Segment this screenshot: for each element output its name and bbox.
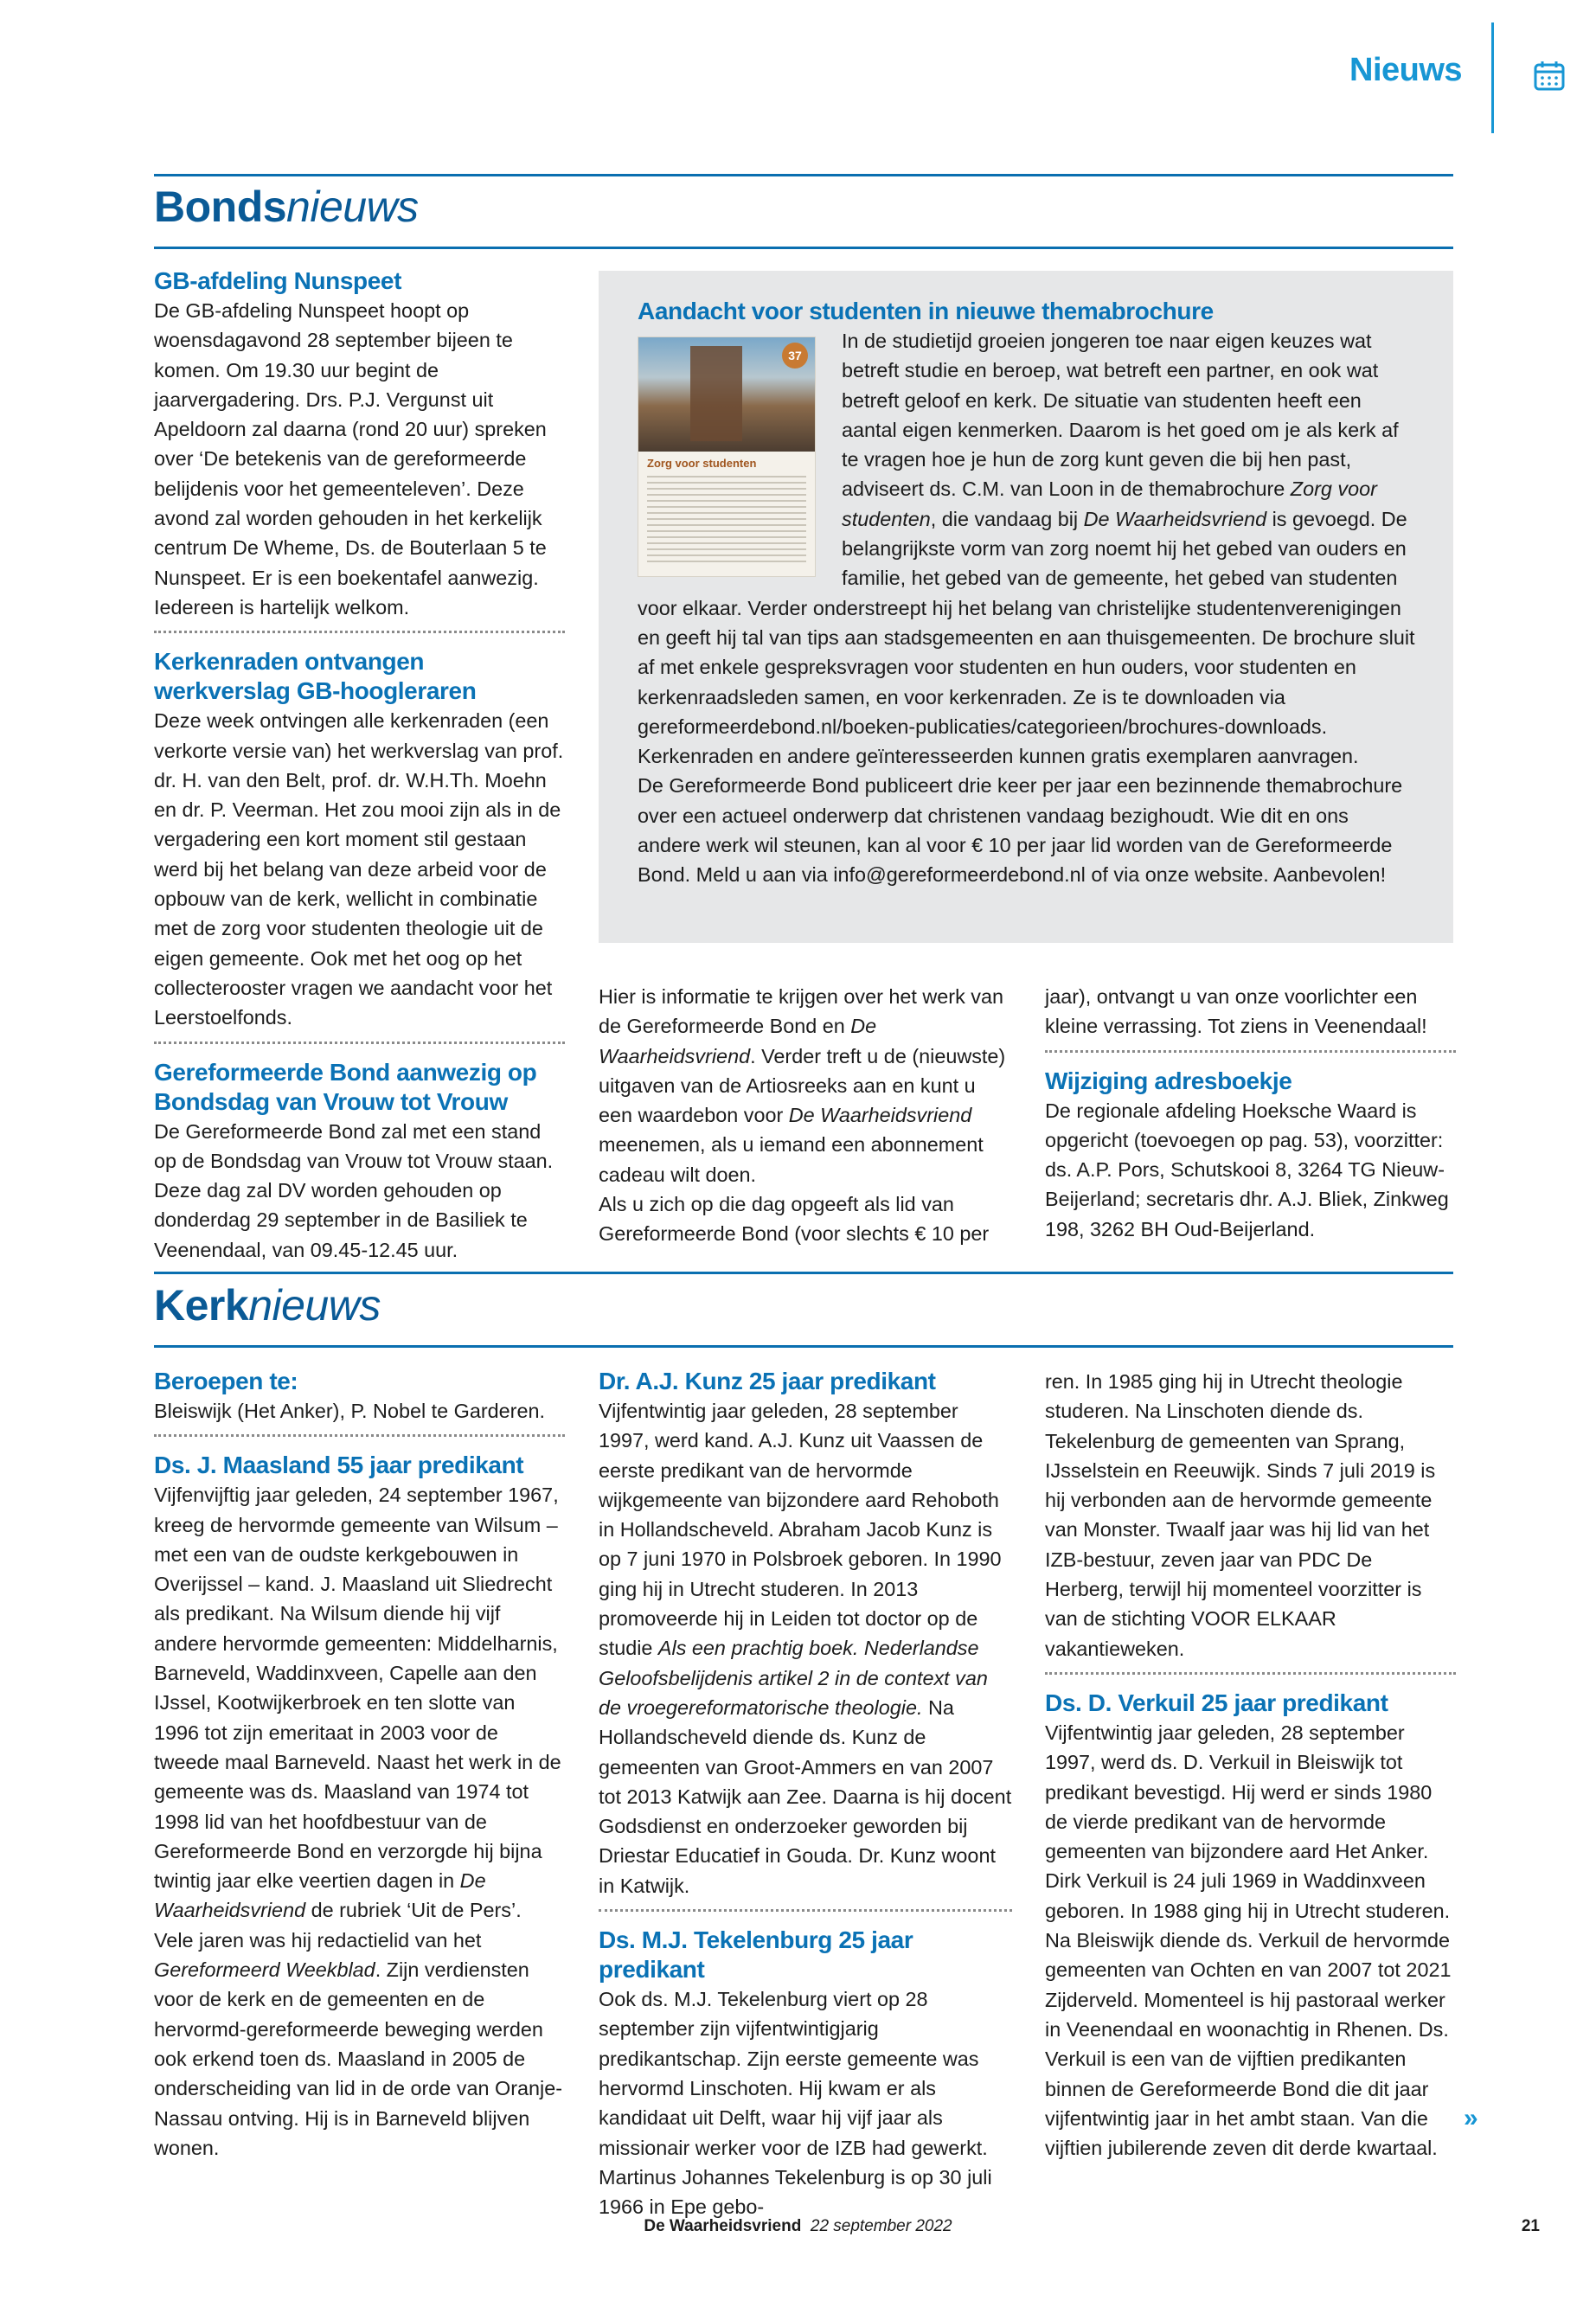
- section-label: Nieuws: [1349, 52, 1463, 88]
- kerknieuws-column-2: [599, 1367, 1012, 2221]
- article-text: Vijfentwintig jaar geleden, 28 september 1997, werd ds. D. Verkuil in Bleiswijk tot predikant bevestigd. Hij werd er sinds 1980 de vierde predikant van de hervormde gemeenten van bijzondere aard Het Anker. Dirk Verkuil is 24 juli 1969 in Waddinxveen geboren. In 1988 ging hij in Utrecht studeren. Na Bleiswijk diende ds. Verkuil de hervormde gemeenten van Ochten en van 2007 tot 2021 Zijderveld. Momenteel is hij pastoraal werker in Veenendaal en woonachtig in Rhenen. Ds. Verkuil is een van de vijftien predikanten binnen de Gereformeerde Bond die dit jaar vijfentwintig jaar in het ambt staan. Van die vijftien jubilerende zeven dit derde kwartaal.: [1045, 1721, 1452, 2160]
- article-text: Hier is informatie te krijgen over het werk van de Gereformeerde Bond en De Waarheidsvriend. Verder treft u de (nieuwste) uitgaven van de Artiosreeks aan en kunt u een waardebon voor De Waarheidsvriend meenemen, als u iemand een abonnement cadeau wilt doen.: [599, 985, 1006, 1186]
- bondsnieuws-bottom-rule: [154, 247, 1453, 249]
- article-heading: GB-afdeling Nunspeet: [154, 267, 402, 294]
- bondsnieuws-title: Bondsnieuws: [154, 183, 419, 231]
- article-text: De Gereformeerde Bond zal met een stand op de Bondsdag van Vrouw tot Vrouw staan. Deze dag zal DV worden gehouden op donderdag 29 september in de Basiliek te Veenendaal, van 09.45-12.45 uur.: [154, 1119, 554, 1261]
- dotted-divider: [1045, 1672, 1456, 1675]
- box-text: In de studietijd groeien jongeren toe naar eigen keuzes wat betreft studie en beroep, wat betreft een partner, en ook wat betreft geloof en kerk. De situatie van studenten heeft een aantal eigen kenmerken. Daarom is het goed om je als kerk af te vragen hoe je hun de zorg kunt geven die bij hen past, adviseert ds. C.M. van Loon in de themabrochure Zorg voor studenten, die vandaag bij De Waarheidsvriend is gevoegd. De belangrijkste vorm van zorg noemt hij het gebed van ouders en familie, het gebed van de gemeente, het gebed van studenten voor elkaar. Verder onderstreept hij het belang van christelijke studentenverenigingen en geeft hij tal van tips aan stadsgemeenten en aan thuisgemeenten. De brochure sluit af met enkele gespreksvragen voor studenten en hun ouders, voor studenten en kerkenraadsleden samen, en voor kerkenraden. Ze is te downloaden via gereformeerdebond.nl/boeken-publicaties/categorieen/brochures-downloads. Kerkenraden en andere geïnteresseerden kunnen gratis exemplaren aanvragen.: [638, 330, 1415, 768]
- box-text: De Gereformeerde Bond publiceert drie keer per jaar een bezinnende themabrochure over een actueel onderwerp dat christenen vandaag bezighoudt. Wie dit en ons andere werk wil steunen, kan al voor € 10 per jaar lid worden van de Gereformeerde Bond. Meld u aan via info@gereformeerdebond.nl of via onze website. Aanbevolen!: [638, 774, 1403, 887]
- article-text: De GB-afdeling Nunspeet hoopt op woensdagavond 28 september bijeen te komen. Om 19.30 uur begint de jaarvergadering. Drs. P.J. Vergunst uit Apeldoorn zal daarna (rond 20 uur) spreken over ‘De betekenis van de gereformeerde belijdenis voor het gemeenteleven’. Deze avond zal worden gehouden in het kerkelijk centrum De Wheme, Ds. de Bouterlaan 5 te Nunspeet. Er is een boekentafel aanwezig. Iedereen is hartelijk welkom.: [154, 299, 547, 619]
- article-text: Vijfentwintig jaar geleden, 28 september 1997, werd kand. A.J. Kunz uit Vaassen de eerste predikant van de hervormde wijkgemeente van bijzondere aard Rehoboth in Hollandscheveld. Abraham Jacob Kunz is op 7 juni 1970 in Polsbroek geboren. In 1990 ging hij in Utrecht studeren. In 2013 promoveerde hij in Leiden tot doctor op de studie Als een prachtig boek. Nederlandse Geloofsbelijdenis artikel 2 in de context van de vroegereformatorische theologie. Na Hollandscheveld diende ds. Kunz de gemeenten van Groot-Ammers en van 2007 tot 2013 Katwijk aan Zee. Daarna is hij docent Godsdienst en onderzoeker geworden bij Driestar Educatief in Gouda. Dr. Kunz woont in Katwijk.: [599, 1400, 1012, 1897]
- article-heading: Gereformeerde Bond aanwezig op Bondsdag van Vrouw tot Vrouw: [154, 1058, 537, 1115]
- brochure-title: Zorg voor studenten: [647, 457, 757, 470]
- dotted-divider: [154, 1434, 565, 1437]
- article-heading: Dr. A.J. Kunz 25 jaar predikant: [599, 1368, 936, 1394]
- brochure-highlight-box: [599, 271, 1453, 943]
- kerknieuws-column-3: [1045, 1367, 1456, 2163]
- bondsnieuws-column-1: [154, 266, 565, 1265]
- article-heading: Ds. D. Verkuil 25 jaar predikant: [1045, 1689, 1388, 1716]
- bondsnieuws-top-rule: [154, 174, 1453, 176]
- header-divider: [1491, 22, 1494, 133]
- footer-publication: De Waarheidsvriend 22 september 2022: [644, 2217, 952, 2235]
- article-text: Vijfenvijftig jaar geleden, 24 september 1967, kreeg de hervormde gemeente van Wilsum – met een van de oudste kerkgebouwen in Overijssel – kand. J. Maasland uit Sliedrecht als predikant. Na Wilsum diende hij vijf andere hervormde gemeenten: Middelharnis, Barneveld, Waddinxveen, Capelle aan den IJssel, Kootwijkerbroek en ten slotte van 1996 tot zijn emeritaat in 2003 voor de tweede maal Barneveld. Naast het werk in de gemeente was ds. Maasland van 1974 tot 1998 lid van het hoofdbestuur van de Gereformeerde Bond en verzorgde hij bijna twintig jaar elke veertien dagen in De Waarheidsvriend de rubriek ‘Uit de Pers’. Vele jaren was hij redactielid van het Gereformeerd Weekblad. Zijn verdiensten voor de kerk en de gemeenten en de hervormd-gereformeerde beweging werden ook erkend toen ds. Maasland in 2005 de onderscheiding van lid in de orde van Oranje-Nassau ontving. Hij is in Barneveld blijven wonen.: [154, 1484, 563, 2159]
- article-text: De regionale afdeling Hoeksche Waard is opgericht (toevoegen op pag. 53), voorzitter: ds. A.P. Pors, Schutskooi 8, 3264 TG Nieuw-Beijerland; secretaris dhr. A.J. Bliek, Zinkweg 198, 3262 BH Oud-Beijerland.: [1045, 1099, 1449, 1240]
- continue-arrow-icon[interactable]: »: [1464, 2104, 1478, 2132]
- article-heading: Kerkenraden ontvangen werkverslag GB-hoogleraren: [154, 648, 477, 705]
- bondsnieuws-column-2: [599, 982, 1012, 1249]
- article-heading: Ds. J. Maasland 55 jaar predikant: [154, 1452, 524, 1479]
- article-heading: Ds. M.J. Tekelenburg 25 jaar predikant: [599, 1926, 913, 1984]
- article-heading: Wijziging adresboekje: [1045, 1067, 1292, 1094]
- article-text: jaar), ontvangt u van onze voorlichter een kleine verrassing. Tot ziens in Veenendaal!: [1045, 985, 1427, 1038]
- bondsnieuws-column-3: [1045, 982, 1456, 1244]
- brochure-number: 37: [782, 343, 808, 369]
- dotted-divider: [154, 631, 565, 633]
- box-heading: Aandacht voor studenten in nieuwe themabrochure: [638, 298, 1214, 324]
- article-text: Bleiswijk (Het Anker), P. Nobel te Garderen.: [154, 1400, 545, 1422]
- kerknieuws-top-rule: [154, 1272, 1453, 1274]
- calendar-icon: [1533, 59, 1566, 92]
- dotted-divider: [1045, 1050, 1456, 1053]
- article-text: Deze week ontvingen alle kerkenraden (een verkorte versie van) het werkverslag van prof. dr. H. van den Belt, prof. dr. W.H.Th. Moehn en dr. P. Veerman. Het zou mooi zijn als in de vergadering een kort moment stil gestaan werd bij het belang van deze arbeid voor de opbouw van de kerk, wellicht in combinatie met de zorg voor studenten theologie uit de eigen gemeente. Ook met het oog op het collecterooster vragen we aandacht voor het Leerstoelfonds.: [154, 709, 564, 1029]
- kerknieuws-title: Kerknieuws: [154, 1281, 381, 1330]
- article-heading: Beroepen te:: [154, 1368, 298, 1394]
- article-text: Als u zich op die dag opgeeft als lid van Gereformeerde Bond (voor slechts € 10 per: [599, 1193, 990, 1246]
- article-text: ren. In 1985 ging hij in Utrecht theologie studeren. Na Linschoten diende ds. Tekelenburg de gemeenten van Sprang, IJsselstein en Reeuwijk. Sinds 7 juli 2019 is hij verbonden aan de hervormde gemeente van Monster. Twaalf jaar was hij lid van het IZB-bestuur, zeven jaar van PDC De Herberg, terwijl hij momenteel voorzitter is van de stichting VOOR ELKAAR vakantieweken.: [1045, 1370, 1436, 1660]
- kerknieuws-column-1: [154, 1367, 565, 2163]
- page-number: 21: [1521, 2217, 1540, 2235]
- kerknieuws-bottom-rule: [154, 1345, 1453, 1348]
- dotted-divider: [154, 1042, 565, 1044]
- dotted-divider: [599, 1909, 1012, 1912]
- brochure-cover-image: [638, 336, 816, 577]
- article-text: Ook ds. M.J. Tekelenburg viert op 28 september zijn vijfentwintigjarig predikantschap. Zijn eerste gemeente was hervormd Linschoten. Hij kwam er als kandidaat uit Delft, waar hij vijf jaar als missionair werker voor de IZB had gewerkt. Martinus Johannes Tekelenburg is op 30 juli 1966 in Epe gebo-: [599, 1988, 992, 2219]
